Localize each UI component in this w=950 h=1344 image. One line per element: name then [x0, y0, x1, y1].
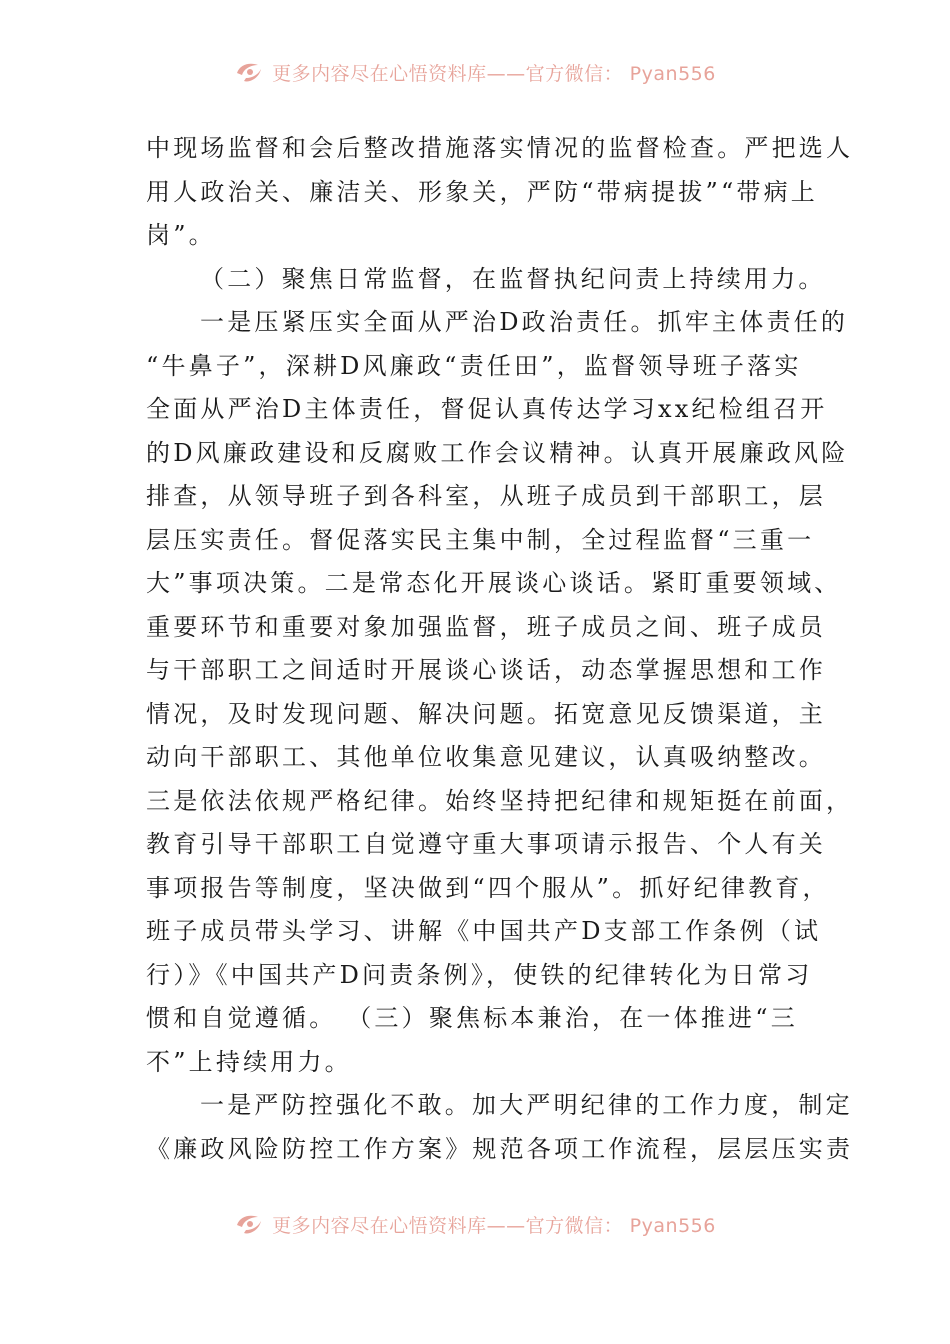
text-line: 与干部职工之间适时开展谈心谈话，动态掌握思想和工作	[146, 656, 826, 684]
text-line: 不”上持续用力。	[146, 1047, 352, 1076]
text-line: 一是压紧压实全面从严治D政治责任。抓牢主体责任的	[200, 308, 849, 336]
text-line: “牛鼻子”，深耕D风廉政“责任田”，监督领导班子落实	[146, 351, 802, 380]
text-line: 情况，及时发现问题、解决问题。拓宽意见反馈渠道，主	[146, 699, 826, 728]
header-watermark-text: 更多内容尽在心悟资料库——官方微信： Pyan556	[272, 62, 716, 85]
document-body	[146, 127, 854, 1171]
text-line: 排查，从领导班子到各科室，从班子成员到干部职工，层	[146, 482, 826, 510]
text-line: 教育引导干部职工自觉遵守重大事项请示报告、个人有关	[146, 830, 826, 858]
text-line: 《廉政风险防控工作方案》规范各项工作流程，层层压实责	[146, 1134, 854, 1163]
text-line: 行）》《中国共产D问责条例》，使铁的纪律转化为日常习	[146, 960, 813, 989]
text-line: 班子成员带头学习、讲解《中国共产D支部工作条例（试	[146, 917, 822, 945]
brand-logo-icon	[234, 1211, 264, 1237]
text-line: 岗”。	[146, 221, 216, 249]
section-heading: （二）聚焦日常监督，在监督执纪问责上持续用力。	[200, 264, 826, 293]
brand-logo-icon	[234, 59, 264, 85]
text-line: 全面从严治D主体责任，督促认真传达学习xx纪检组召开	[146, 395, 828, 423]
text-line: 动向干部职工、其他单位收集意见建议，认真吸纳整改。	[146, 743, 826, 771]
text-line: 惯和自觉遵循。 （三）聚焦标本兼治，在一体推进“三	[146, 1004, 798, 1032]
text-line: 事项报告等制度，坚决做到“四个服从”。抓好纪律教育，	[146, 873, 830, 902]
text-line: 重要环节和重要对象加强监督，班子成员之间、班子成员	[146, 612, 826, 641]
text-line: 中现场监督和会后整改措施落实情况的监督检查。严把选人	[146, 134, 854, 162]
text-line: 一是严防控强化不敢。加大严明纪律的工作力度，制定	[200, 1091, 853, 1119]
header-watermark-banner	[0, 54, 950, 90]
text-line: 用人政治关、廉洁关、形象关，严防“带病提拔”“带病上	[146, 177, 819, 206]
text-line: 层压实责任。督促落实民主集中制，全过程监督“三重一	[146, 525, 815, 554]
footer-watermark-banner	[0, 1206, 950, 1242]
text-line: 的D风廉政建设和反腐败工作会议精神。认真开展廉政风险	[146, 438, 849, 467]
footer-watermark-text: 更多内容尽在心悟资料库——官方微信： Pyan556	[272, 1214, 716, 1237]
text-line: 大”事项决策。二是常态化开展谈心谈话。紧盯重要领域、	[146, 569, 842, 597]
text-line: 三是依法依规严格纪律。始终坚持把纪律和规矩挺在前面，	[146, 786, 854, 815]
